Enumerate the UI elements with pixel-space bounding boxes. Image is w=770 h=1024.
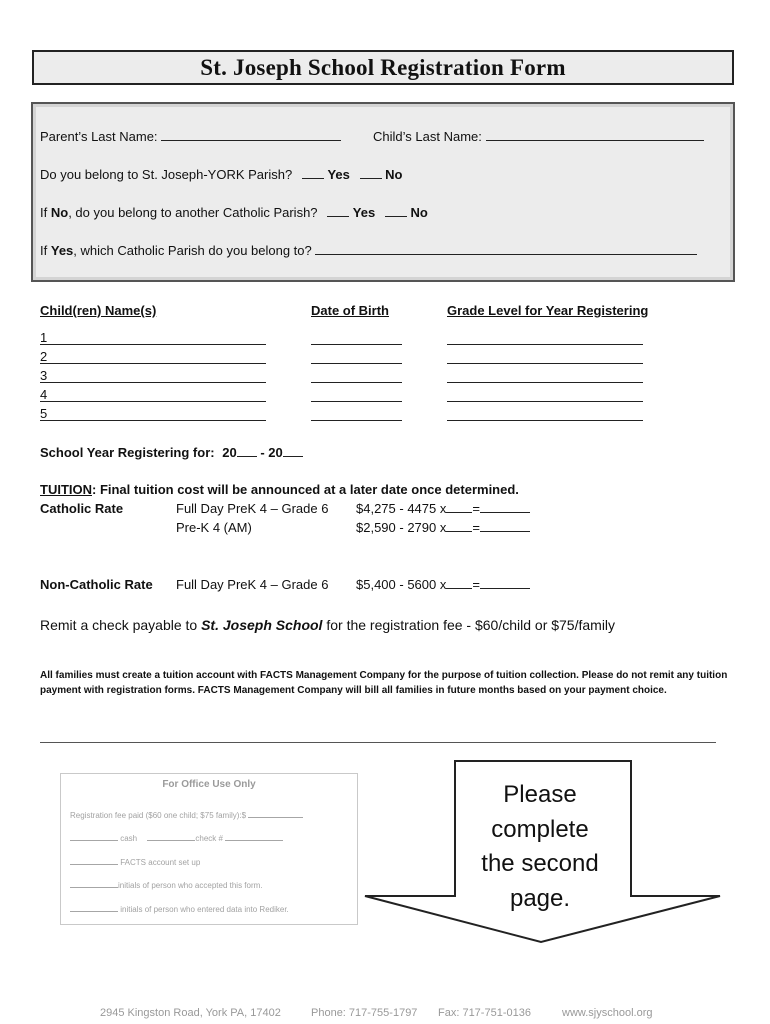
- dob-field[interactable]: [311, 344, 402, 345]
- office-cash-blank[interactable]: [70, 832, 118, 841]
- total-field[interactable]: [480, 501, 530, 513]
- date-of-birth-header: Date of Birth: [311, 303, 389, 318]
- equals-sign: =: [472, 520, 480, 535]
- arrow-message-line-1: Please: [503, 781, 577, 808]
- tuition-heading-text: : Final tuition cost will be announced at a later date once determined.: [92, 482, 519, 497]
- school-year-start-field[interactable]: [237, 445, 257, 457]
- office-use-title: For Office Use Only: [162, 779, 256, 790]
- q2-no-label: No: [410, 205, 428, 220]
- section-divider: [40, 742, 716, 743]
- q2-rest: , do you belong to another Catholic Parish?: [68, 205, 318, 220]
- rate-range-text: $2,590 - 2790: [356, 520, 437, 535]
- child-name-field[interactable]: [40, 420, 266, 421]
- office-fee-label: Registration fee paid ($60 one child; $75 family):$: [70, 811, 247, 820]
- footer-address: 2945 Kingston Road, York PA, 17402: [100, 1007, 281, 1019]
- rate-range-text: $5,400 - 5600: [356, 577, 437, 592]
- grade-field[interactable]: [447, 382, 643, 383]
- quantity-field[interactable]: [446, 577, 472, 589]
- office-facts-line: [70, 856, 200, 867]
- footer-fax: Fax: 717-751-0136: [438, 1007, 531, 1019]
- remit-payee: St. Joseph School: [201, 617, 323, 633]
- office-check-blank[interactable]: [147, 832, 195, 841]
- remit-instruction: [40, 617, 615, 633]
- rate-range-text: $4,275 - 4475: [356, 501, 437, 516]
- remit-suffix: for the registration fee - $60/child or $75/family: [326, 617, 616, 633]
- grade-field[interactable]: [447, 420, 643, 421]
- equals-sign: =: [472, 577, 480, 592]
- office-facts-label: FACTS account set up: [120, 858, 201, 867]
- grade-field[interactable]: [447, 363, 643, 364]
- program-name: Full Day PreK 4 – Grade 6: [176, 501, 329, 516]
- office-facts-blank[interactable]: [70, 856, 118, 865]
- office-entered-label: initials of person who entered data into Rediker.: [120, 905, 289, 914]
- office-payment-line: [70, 832, 283, 843]
- rate-range: [356, 577, 530, 592]
- child-last-name-row: [373, 129, 704, 144]
- other-parish-question-row: [40, 205, 428, 220]
- q1-no-blank[interactable]: [360, 167, 382, 179]
- office-fee-line: [70, 809, 303, 820]
- which-parish-row: [40, 243, 697, 258]
- grade-field[interactable]: [447, 401, 643, 402]
- form-title: [32, 50, 734, 85]
- q2-no-blank[interactable]: [385, 205, 407, 217]
- row-number: 3: [40, 368, 48, 383]
- child-last-name-label: Child’s Last Name:: [373, 129, 482, 144]
- tuition-heading-label: TUITION: [40, 482, 92, 497]
- total-field[interactable]: [480, 577, 530, 589]
- arrow-message: [455, 778, 625, 916]
- multiply-sign: x: [439, 501, 447, 516]
- office-accepted-blank[interactable]: [70, 879, 118, 888]
- arrow-message-line-2: complete: [491, 815, 589, 843]
- q2-prefix: If: [40, 205, 48, 220]
- child-name-field[interactable]: [40, 344, 266, 345]
- q2-yes-blank[interactable]: [327, 205, 349, 217]
- quantity-field[interactable]: [446, 520, 472, 532]
- dob-field[interactable]: [311, 401, 402, 402]
- office-check-number-blank[interactable]: [225, 832, 283, 841]
- dob-field[interactable]: [311, 363, 402, 364]
- parent-last-name-label: Parent’s Last Name:: [40, 129, 158, 144]
- q1-yes-blank[interactable]: [302, 167, 324, 179]
- q2-yes-label: Yes: [352, 205, 376, 220]
- child-name-field[interactable]: [40, 363, 266, 364]
- office-check-label: check #: [195, 834, 223, 843]
- children-names-header: Child(ren) Name(s): [40, 303, 157, 318]
- row-number: 5: [40, 406, 48, 421]
- school-year-start-prefix: 20: [222, 445, 237, 460]
- q3-bold-yes: Yes: [50, 243, 74, 258]
- parish-question-text: Do you belong to St. Joseph-YORK Parish?: [40, 167, 293, 182]
- child-name-field[interactable]: [40, 382, 266, 383]
- school-year-label: School Year Registering for:: [40, 445, 215, 460]
- quantity-field[interactable]: [446, 501, 472, 513]
- which-parish-field[interactable]: [315, 243, 697, 255]
- office-cash-label: cash: [120, 834, 138, 843]
- q3-rest: , which Catholic Parish do you belong to?: [73, 243, 312, 258]
- q2-bold-no: No: [50, 205, 69, 220]
- child-name-field[interactable]: [40, 401, 266, 402]
- remit-prefix: Remit a check payable to: [40, 617, 198, 633]
- office-fee-blank[interactable]: [248, 809, 303, 818]
- school-year-row: [40, 445, 303, 460]
- form-title-text: St. Joseph School Registration Form: [200, 54, 566, 80]
- office-accepted-label: initials of person who accepted this form.: [118, 881, 263, 890]
- row-number: 2: [40, 349, 48, 364]
- footer-website[interactable]: www.sjyschool.org: [562, 1007, 653, 1019]
- office-entered-line: [70, 903, 289, 914]
- q1-no-label: No: [385, 167, 403, 182]
- program-name: Pre-K 4 (AM): [176, 520, 252, 535]
- facts-notice: All families must create a tuition account with FACTS Management Company for the purpose of tuition collection. Please do not remit any tuition payment with registration forms. FACTS Management Company will bill all families in future months based on your payment choice.: [40, 670, 728, 696]
- office-accepted-line: [70, 879, 263, 890]
- grade-field[interactable]: [447, 344, 643, 345]
- row-number: 1: [40, 330, 48, 345]
- parish-question-row: [40, 167, 402, 182]
- footer-phone: Phone: 717-755-1797: [311, 1007, 418, 1019]
- q3-prefix: If: [40, 243, 48, 258]
- office-use-box: [60, 773, 358, 925]
- office-entered-blank[interactable]: [70, 903, 118, 912]
- school-year-separator: -: [260, 445, 265, 460]
- total-field[interactable]: [480, 520, 530, 532]
- multiply-sign: x: [439, 577, 447, 592]
- parent-last-name-field[interactable]: [161, 129, 341, 141]
- grade-level-header: Grade Level for Year Registering: [447, 303, 649, 318]
- equals-sign: =: [472, 501, 480, 516]
- child-last-name-field[interactable]: [486, 129, 704, 141]
- catholic-rate-label: Catholic Rate: [40, 501, 124, 516]
- rate-range: [356, 501, 530, 516]
- arrow-message-line-3: the second: [481, 850, 599, 877]
- dob-field[interactable]: [311, 382, 402, 383]
- school-year-end-prefix: 20: [268, 445, 283, 460]
- rate-range: [356, 520, 530, 535]
- tuition-heading: [40, 482, 519, 497]
- parent-last-name-row: [40, 129, 341, 144]
- q1-yes-label: Yes: [327, 167, 350, 182]
- non-catholic-rate-label: Non-Catholic Rate: [40, 577, 153, 592]
- school-year-end-field[interactable]: [283, 445, 303, 457]
- multiply-sign: x: [439, 520, 447, 535]
- program-name: Full Day PreK 4 – Grade 6: [176, 577, 329, 592]
- dob-field[interactable]: [311, 420, 402, 421]
- row-number: 4: [40, 387, 48, 402]
- arrow-message-line-4: page.: [509, 884, 571, 912]
